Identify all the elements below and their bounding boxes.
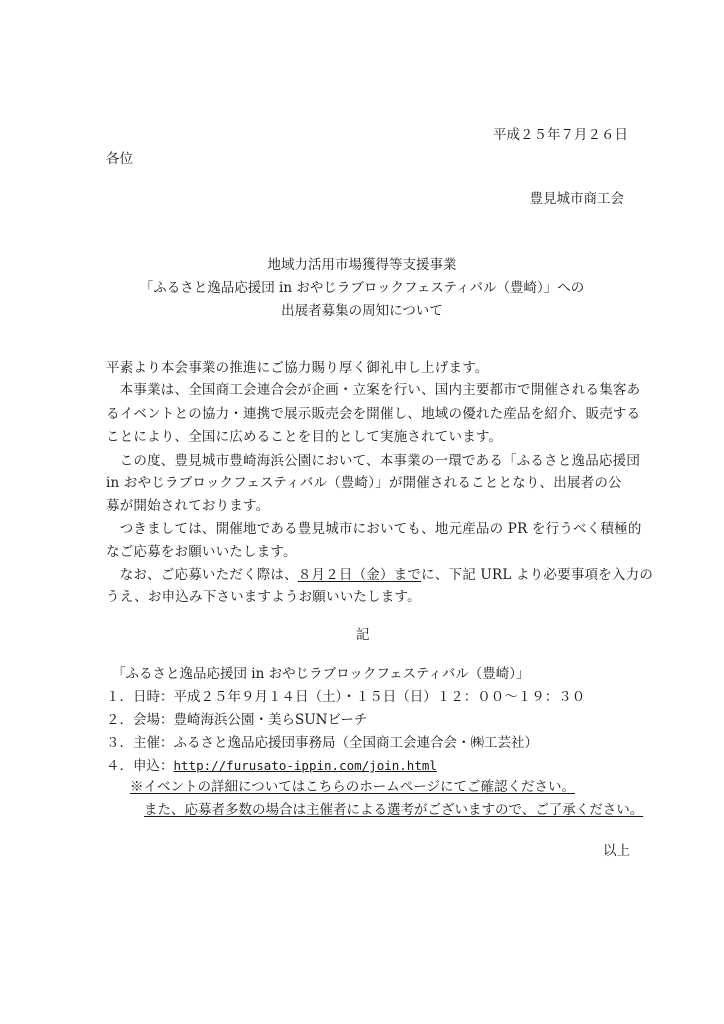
- detail-item-venue: ２．会場：豊崎海浜公園・美らSUNビーチ: [106, 712, 368, 728]
- detail-item-organizer: ３．主催：ふるさと逸品応援団事務局（全国商工会連合会・㈱工芸社）: [106, 735, 538, 751]
- body-line: つきましては、開催地である豊見城市においても、地元産品の PR を行うべく積極的: [106, 521, 642, 537]
- note-selection: また、応募者多数の場合は主催者による選考がございますので、ご了承ください。: [144, 802, 644, 818]
- title-line-3: 出展者募集の周知について: [281, 303, 443, 319]
- event-name: 「ふるさと逸品応援団 in おやじラブロックフェスティバル（豊崎）」: [112, 666, 530, 682]
- deadline-suffix: に、下記 URL より必要事項を入力の: [421, 567, 654, 583]
- closing-mark: 以上: [603, 843, 630, 859]
- body-line: なご応募をお願いいたします。: [106, 544, 297, 560]
- body-line: うえ、お申込み下さいますようお願いいたします。: [106, 589, 421, 605]
- sender: 豊見城市商工会: [529, 191, 624, 207]
- body-line: 募が開始されております。: [106, 498, 270, 514]
- document-date: 平成２５年７月２６日: [493, 127, 628, 143]
- recipient: 各位: [106, 151, 133, 167]
- application-url-link[interactable]: http://furusato-ippin.com/join.html: [173, 758, 437, 773]
- body-line: 平素より本会事業の推進にご協力賜り厚く御礼申し上げます。: [106, 360, 489, 376]
- body-line: ことにより、全国に広めることを目的として実施されています。: [106, 429, 503, 445]
- ki-heading: 記: [356, 627, 370, 643]
- body-line: この度、豊見城市豊崎海浜公園において、本事業の一環である「ふるさと逸品応援団: [106, 453, 641, 469]
- body-line: 本事業は、全国商工会連合会が企画・立案を行い、国内主要都市で開催される集客あ: [106, 382, 641, 398]
- application-label: ４．申込：: [106, 758, 174, 774]
- detail-item-datetime: １．日時：平成２５年９月１４日（土）・１５日（日）１２：００～１９：３０: [106, 689, 586, 705]
- title-line-1: 地域力活用市場獲得等支援事業: [267, 257, 457, 273]
- title-line-2: 「ふるさと逸品応援団 in おやじラブロックフェスティバル（豊崎）」への: [139, 280, 585, 296]
- body-line: るイベントとの協力・連携で展示販売会を開催し、地域の優れた産品を紹介、販売する: [106, 406, 641, 422]
- deadline-date: ８月２日（金）まで: [297, 567, 422, 583]
- body-line-deadline: [106, 566, 653, 584]
- detail-item-application: [106, 757, 437, 775]
- deadline-prefix: なお、ご応募いただく際は、: [106, 567, 298, 583]
- body-line: in おやじラブロックフェスティバル（豊崎）」が開催されることとなり、出展者の公: [106, 475, 622, 491]
- note-details: ※イベントの詳細についてはこちらのホームページにてご確認ください。: [130, 779, 575, 795]
